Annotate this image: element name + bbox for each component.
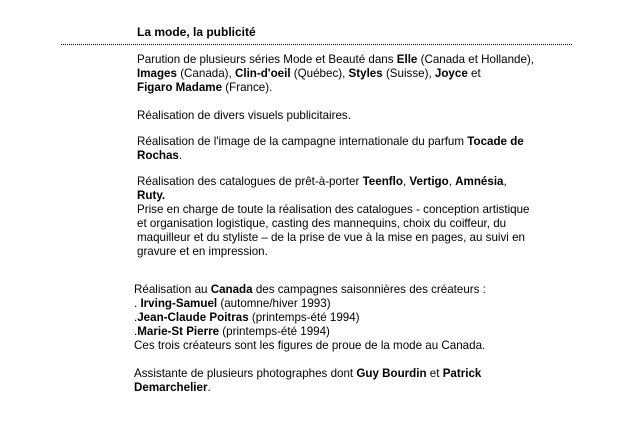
text-line	[137, 203, 557, 217]
text-run: Réalisation des catalogues de prêt-à-porter	[137, 175, 363, 188]
text-line	[134, 381, 554, 395]
paragraph-publications	[137, 53, 557, 95]
bold-text: Images	[137, 67, 177, 80]
text-line	[137, 135, 557, 149]
text-run: .	[134, 297, 141, 310]
bold-text: Joyce	[434, 67, 468, 80]
text-run: (printemps-été 1994)	[219, 325, 330, 338]
paragraph-tocade	[137, 135, 557, 163]
text-line	[134, 283, 554, 297]
text-run: (Canada),	[176, 67, 235, 80]
bold-text: Irving-Samuel	[140, 297, 218, 310]
text-run: (printemps-été 1994)	[248, 311, 360, 324]
text-run: (automne/hiver 1993)	[217, 297, 331, 310]
paragraph-catalogues	[137, 175, 557, 259]
text-line	[134, 311, 554, 325]
bold-text: Demarchelier	[134, 381, 208, 394]
bold-text: Amnésia	[455, 175, 504, 188]
text-run: gravure et en impression.	[137, 245, 268, 258]
bold-text: Elle	[396, 53, 418, 66]
text-line	[137, 175, 557, 189]
text-run: et organisation logistique, casting des mannequins, choix du coiffeur, du	[137, 217, 507, 230]
bold-text: Teenflo	[362, 175, 403, 188]
text-run: .	[134, 311, 138, 324]
text-line	[134, 367, 554, 381]
text-run: maquilleur et du styliste – de la prise de vue à la mise en pages, au suivi en	[137, 231, 525, 244]
paragraph-assistante	[134, 367, 554, 395]
text-line	[137, 149, 557, 163]
bold-text: Guy Bourdin	[356, 367, 427, 380]
text-line	[137, 53, 557, 67]
text-line	[137, 109, 557, 123]
text-run: Réalisation de l'image de la campagne internationale du parfum	[137, 135, 468, 148]
bold-text: Canada	[210, 283, 253, 296]
bold-text: Vertigo	[409, 175, 449, 188]
text-run: Assistante de plusieurs photographes dont	[134, 367, 357, 380]
text-line	[137, 217, 557, 231]
bold-text: Rochas	[137, 149, 179, 162]
text-run: ,	[402, 175, 410, 188]
text-run: .	[134, 325, 138, 338]
text-line	[137, 189, 557, 203]
bold-text: Jean-Claude Poitras	[137, 311, 249, 324]
bold-text: Patrick	[442, 367, 482, 380]
text-run: Prise en charge de toute la réalisation des catalogues - conception artistique	[137, 203, 530, 216]
bold-text: Marie-St Pierre	[137, 325, 220, 338]
text-run: (France).	[222, 81, 273, 94]
bold-text: Styles	[348, 67, 383, 80]
text-line	[134, 339, 554, 353]
text-line	[134, 325, 554, 339]
text-run: ,	[448, 175, 456, 188]
paragraph-canada	[134, 283, 554, 353]
dotted-divider	[61, 44, 572, 45]
text-run: Réalisation au	[134, 283, 211, 296]
text-line	[137, 67, 557, 81]
text-run: et	[467, 67, 481, 80]
text-run: (Québec),	[290, 67, 349, 80]
text-line	[137, 231, 557, 245]
text-run: (Suisse),	[382, 67, 435, 80]
section-title: La mode, la publicité	[137, 25, 256, 39]
bold-text: Clin-d'oeil	[234, 67, 291, 80]
text-line	[137, 81, 557, 95]
text-run: Ces trois créateurs sont les figures de proue de la mode au Canada.	[134, 339, 486, 352]
text-line	[134, 297, 554, 311]
text-run: des campagnes saisonnières des créateurs :	[252, 283, 486, 296]
text-run: Parution de plusieurs séries Mode et Beauté dans	[137, 53, 397, 66]
text-run: et	[426, 367, 443, 380]
bold-text: Tocade de	[467, 135, 524, 148]
text-run: ,	[503, 175, 507, 188]
text-run: (Canada et Hollande),	[417, 53, 535, 66]
text-run: .	[207, 381, 211, 394]
paragraph-visuels	[137, 109, 557, 123]
text-run: .	[178, 149, 183, 162]
text-run: Réalisation de divers visuels publicitaires.	[137, 109, 351, 122]
bold-text: Ruty.	[137, 189, 166, 202]
bold-text: Figaro Madame	[137, 81, 223, 94]
text-line	[137, 245, 557, 259]
